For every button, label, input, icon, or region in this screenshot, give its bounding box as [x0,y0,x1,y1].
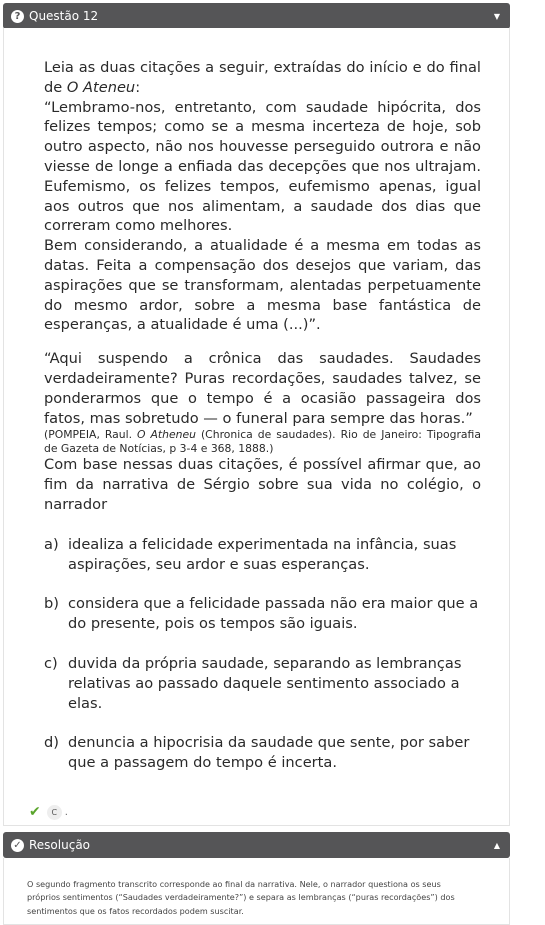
question-body [3,28,510,826]
option-letter: c) [44,654,58,672]
option-letter: a) [44,535,59,553]
option-c[interactable] [44,654,481,713]
resolution-header[interactable] [3,832,510,858]
option-letter: b) [44,595,59,613]
option-d[interactable] [44,733,481,773]
resolution-title: Resolução [29,838,91,852]
check-circle-icon: ✓ [11,839,24,852]
passage-intro: Leia as duas citações a seguir, extraídas do início e do final de O Ateneu: [44,59,481,96]
book-title: O Ateneu [66,78,136,96]
chevron-up-icon[interactable]: ▲ [493,840,500,850]
answer-badge: C [47,805,62,820]
option-b[interactable] [44,594,481,634]
question-circle-icon: ? [11,10,24,23]
option-text: denuncia a hipocrisia da saudade que sente, por saber que a passagem do tempo é incerta. [68,734,470,772]
answer-suffix: . [64,806,68,818]
chevron-down-icon[interactable]: ▼ [493,11,500,21]
question-header[interactable] [3,3,510,29]
option-letter: d) [44,734,59,752]
option-text: considera que a felicidade passada não era maior que a do presente, pois os tempos são iguais. [68,595,479,633]
question-title: Questão 12 [29,9,99,23]
resolution-text: O segundo fragmento transcrito corresponde ao final da narrativa. Nele, o narrador questiona os seus próprios sentimentos (“Saudades verdadeiramente?”) e separa as lembranças (“puras recordações”) dos sentimentos que os fatos recordados podem suscitar. [27,879,455,916]
quote-1-paragraph-2: Bem considerando, a atualidade é a mesma em todas as datas. Feita a compensação dos desejos que variam, das aspirações que se transformam, alentadas perpetuamente do mesmo ardor, sobre a mesma base fantástica de esperanças, a atualidade é uma (...)”. [44,237,481,334]
resolution-body [3,858,510,925]
question-content [44,58,481,773]
citation: (POMPEIA, Raul. O Atheneu (Chronica de saudades). Rio de Janeiro: Tipografia de Gazeta de Notícias, p 3-4 e 368, 1888.) [44,428,481,455]
answer-indicator [29,804,68,820]
option-text: idealiza a felicidade experimentada na infância, suas aspirações, seu ardor e suas esperanças. [68,535,457,573]
question-prompt: Com base nessas duas citações, é possível afirmar que, ao fim da narrativa de Sérgio sobre sua vida no colégio, o narrador [44,456,481,513]
checkmark-icon: ✔ [29,804,41,820]
quote-2: “Aqui suspendo a crônica das saudades. Saudades verdadeiramente? Puras recordações, saudades talvez, se ponderarmos que o tempo é a ocasião passageira dos fatos, mas sobretudo — o funeral para sempre das horas.” [44,350,481,427]
quote-1-paragraph-1: “Lembramo-nos, entretanto, com saudade hipócrita, dos felizes tempos; como se a mesma incerteza de hoje, sob outro aspecto, não nos houvesse perseguido outrora e não viesse de longe a enfiada das decepções que nos ultrajam. Eufemismo, os felizes tempos, eufemismo apenas, igual aos outros que nos alimentam, a saudade dos dias que correram como melhores. [44,98,481,235]
option-text: duvida da própria saudade, separando as lembranças relativas ao passado daquele sentimento associado a elas. [68,654,462,712]
option-a[interactable] [44,535,481,575]
